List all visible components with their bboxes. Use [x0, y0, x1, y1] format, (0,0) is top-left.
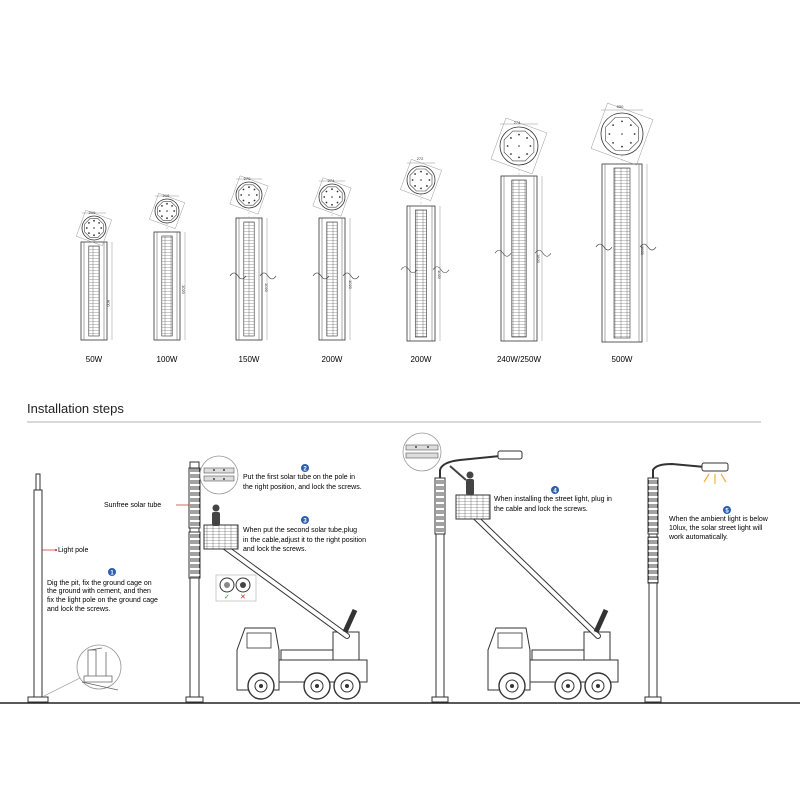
step-number: 2 [303, 466, 307, 473]
step-number: 4 [553, 488, 557, 495]
step-text-line: Put the first solar tube on the pole in [243, 474, 356, 481]
step-5 [668, 506, 769, 541]
top-dimension: 550 [616, 104, 624, 109]
product-label: 200W [321, 355, 343, 364]
step-text-line: and lock the screws. [243, 546, 307, 553]
step-text-line: When installing the street light, plug in [494, 496, 612, 503]
worker-figure [450, 466, 474, 495]
product-label: 50W [85, 355, 103, 364]
solar-cells [415, 210, 426, 337]
step-text-line: the ground with cement, and then [47, 588, 151, 595]
solar-tube-drawing [76, 210, 112, 340]
solar-tube-drawing [491, 118, 551, 341]
ground-cage-detail [77, 645, 121, 690]
step1-pole [28, 474, 48, 702]
product-label: 500W [611, 355, 633, 364]
solar-cells [162, 236, 172, 336]
top-dimension: 272 [416, 156, 424, 161]
detail-leader [44, 678, 80, 696]
solar-tube-label: Sunfree solar tube [104, 502, 162, 509]
product-drawings [76, 103, 656, 342]
lamp-light-rays [704, 474, 726, 484]
alignment-check [216, 575, 256, 601]
step-text-line: in the cable,adjust it to the right position [243, 537, 366, 544]
top-dimension: 219 [162, 193, 170, 198]
check-icon: ✓ [224, 594, 230, 601]
height-dimension: 1020 [264, 283, 269, 292]
section-title: Installation steps [27, 401, 124, 416]
product-label: 200W [410, 355, 432, 364]
step-text-line: the right position, and lock the screws. [243, 484, 362, 491]
step-text-line: Dig the pit, fix the ground cage on [47, 580, 152, 587]
height-dimension: 1820 [640, 246, 645, 255]
step-number: 1 [110, 570, 114, 577]
height-dimension: 1020 [437, 270, 442, 279]
solar-cells [614, 168, 630, 338]
solar-cells [89, 246, 99, 336]
top-dimension: 219 [88, 210, 96, 215]
step2-pole [186, 462, 203, 702]
height-dimension: 1020 [348, 280, 353, 289]
light-pole-label: Light pole [58, 547, 89, 554]
cross-icon: ✕ [240, 594, 246, 601]
step-text-line: 10lux, the solar street light will [669, 525, 763, 532]
step-text-line: When the ambient light is below [669, 516, 768, 523]
bucket-basket [204, 525, 238, 549]
height-dimension: 1020 [181, 285, 186, 294]
step-2 [243, 464, 362, 491]
step-number: 3 [303, 518, 307, 525]
bucket-truck [456, 495, 618, 699]
bucket-basket [456, 495, 490, 519]
solar-tube-drawing [230, 176, 276, 340]
top-dimension: 274 [327, 178, 335, 183]
solar-cells [327, 222, 337, 336]
product-label: 150W [238, 355, 260, 364]
product-label: 100W [156, 355, 178, 364]
solar-tube-drawing [313, 178, 359, 340]
solar-tube-drawing [149, 193, 185, 340]
product-labels [86, 355, 633, 364]
lamp-closeup [403, 433, 441, 471]
tube-closeup [200, 456, 238, 494]
step-4 [494, 486, 612, 513]
product-label: 240W/250W [496, 355, 542, 364]
step-text-line: the cable and lock the screws. [494, 506, 588, 513]
step-text-line: When put the second solar tube,plug [243, 527, 358, 534]
height-dimension: 800 [106, 300, 111, 307]
solar-cells [244, 222, 254, 336]
worker-figure [212, 505, 220, 527]
step-number: 5 [725, 508, 729, 515]
step-1 [47, 568, 158, 613]
top-dimension: 270 [243, 176, 251, 181]
step5-pole [645, 463, 728, 702]
step-text-line: work automatically. [669, 534, 729, 541]
step-text-line: fix the light pole on the ground cage [47, 597, 158, 604]
solar-tube-drawing [400, 159, 449, 341]
step-3 [243, 516, 366, 553]
step-text-line: and lock the screws. [47, 606, 111, 613]
solar-tube-lower [189, 532, 200, 578]
solar-tube-upper [189, 468, 200, 528]
height-dimension: 1820 [536, 254, 541, 263]
top-dimension: 274 [513, 120, 521, 125]
solar-cells [512, 180, 526, 337]
solar-tube-drawing [591, 103, 656, 342]
